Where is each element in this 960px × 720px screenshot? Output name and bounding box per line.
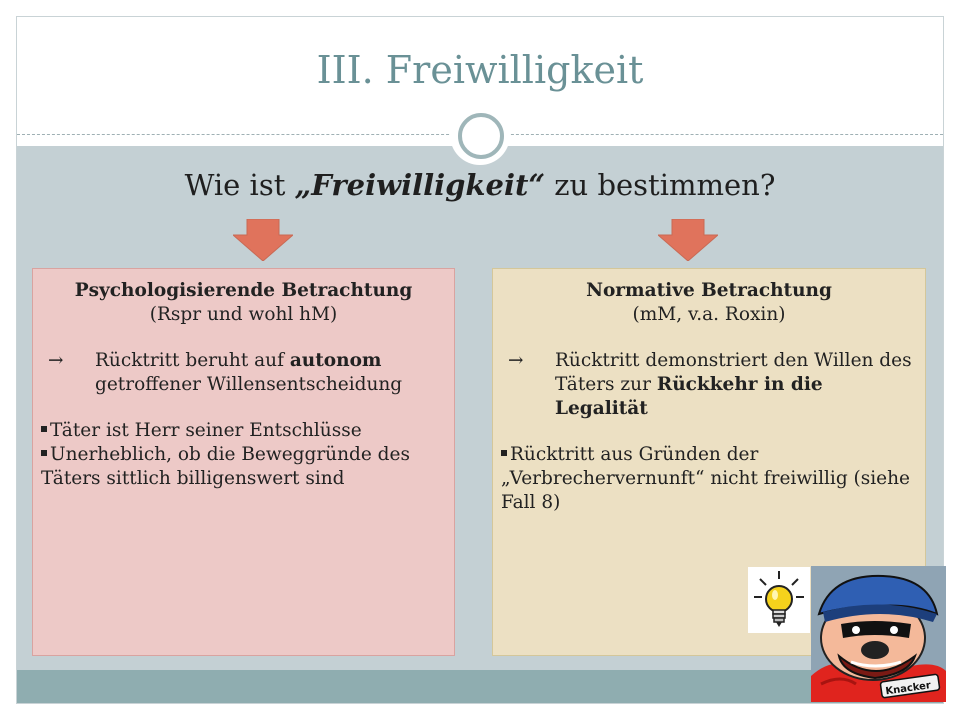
bullet-text: Unerheblich, ob die Beweggründe des Täters sittlich billigenswert sind [41, 444, 410, 490]
bullet-item [501, 443, 917, 515]
box-heading: Normative Betrachtung [586, 280, 832, 301]
arrow-text: Rücktritt demonstriert den Willen des Täters zur [555, 350, 912, 396]
bullet-item [41, 443, 446, 491]
arrow-point [41, 349, 446, 397]
right-arrow-icon: → [508, 350, 524, 372]
beagle-boy-cartoon [811, 566, 946, 702]
arrow-text-cont: getroffener Willensentscheidung [95, 374, 403, 396]
down-arrow-left-icon [233, 219, 293, 261]
bottom-band [17, 670, 943, 703]
arrow-text-bold: Rückkehr in die Legalität [555, 374, 823, 420]
question-emphasis: „Freiwilligkeit“ [294, 168, 546, 202]
question-suffix: zu bestimmen? [545, 168, 776, 202]
arrow-text: Rücktritt beruht auf [95, 350, 290, 372]
slide-title: III. Freiwilligkeit [316, 48, 644, 92]
arrow-point [501, 349, 917, 421]
question-prefix: Wie ist [184, 168, 295, 202]
question-heading [0, 168, 960, 202]
square-bullet-icon [501, 450, 507, 456]
bullet-text: Täter ist Herr seiner Entschlüsse [50, 420, 362, 442]
box-subheading: (mM, v.a. Roxin) [632, 304, 786, 326]
lightbulb-icon [748, 567, 810, 633]
box-subheading: (Rspr und wohl hM) [149, 304, 338, 326]
circle-ornament-icon [458, 113, 504, 159]
arrow-text-bold: autonom [289, 350, 382, 372]
psychological-view-box [32, 268, 455, 656]
box-heading: Psychologisierende Betrachtung [74, 280, 413, 301]
down-arrow-right-icon [658, 219, 718, 261]
bullet-text: Rücktritt aus Gründen der „Verbrechervernunft“ nicht freiwillig (siehe Fall 8) [501, 444, 910, 514]
right-arrow-icon: → [48, 350, 64, 372]
square-bullet-icon [41, 450, 47, 456]
bullet-item [41, 419, 446, 443]
cartoon-cap-label: Knacker [884, 680, 932, 698]
square-bullet-icon [41, 426, 47, 432]
